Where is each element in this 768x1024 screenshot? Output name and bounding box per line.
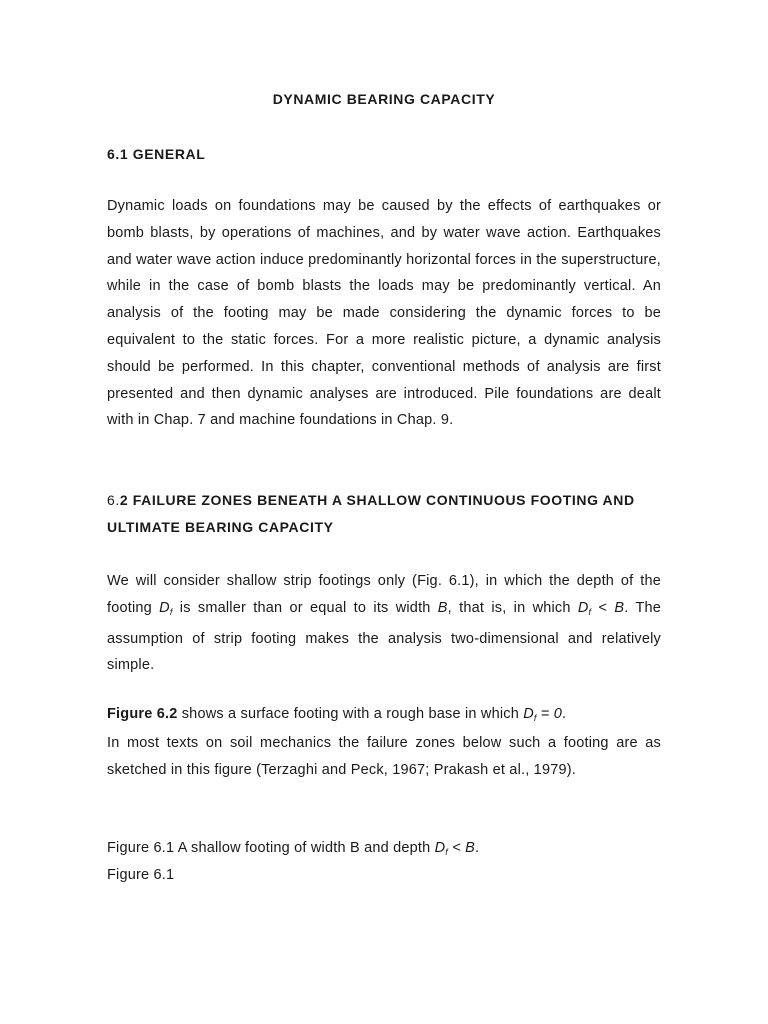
section-heading-6-2 (107, 487, 661, 541)
figure-6-2-ref: Figure 6.2 (107, 706, 178, 722)
paragraph-general: Dynamic loads on foundations may be caused by the effects of earthquakes or bomb blasts, by operations of machines, and by water wave action. Earthquakes and water wave action induce predominantly horizontal forces in the superstructure, while in the case of bomb blasts the loads may be predominantly vertical. An analysis of the footing may be made considering the dynamic forces to be equivalent to the static forces. For a more realistic picture, a dynamic analysis should be performed. In this chapter, conventional methods of analysis are first presented and then dynamic analyses are introduced. Pile foundations are dealt with in Chap. 7 and machine foundations in Chap. 9. (107, 198, 661, 429)
section-heading-text: 2 FAILURE ZONES BENEATH A SHALLOW CONTINUOUS FOOTING AND ULTIMATE BEARING CAPACITY (107, 492, 635, 535)
document-title: DYNAMIC BEARING CAPACITY (272, 91, 496, 107)
paragraph-failure-zones: In most texts on soil mechanics the failure zones below such a footing are as sketched in this figure (Terzaghi and Peck, 1967; Prakash et al., 1979). (107, 735, 661, 778)
figure-6-1-caption: Figure 6.1 A shallow footing of width B and depth $D_f < B$. (107, 840, 480, 857)
paragraph-strip-footings: We will consider shallow strip footings only (Fig. 6.1), in which the depth of the footing $D_f$ is smaller than or equal to its width B, that is, in which $D_f < B$. The assumption of strip footing makes the analysis two-dimensional and relatively simple. (107, 573, 662, 674)
figure-6-1-label: Figure 6.1 (107, 867, 175, 883)
figure-6-2-reference-line: Figure 6.2 shows a surface footing with a rough base in which $D_f = 0$. (107, 706, 567, 723)
section-number-prefix: 6. (107, 492, 120, 508)
section-heading-6-1: 6.1 GENERAL (107, 146, 206, 162)
